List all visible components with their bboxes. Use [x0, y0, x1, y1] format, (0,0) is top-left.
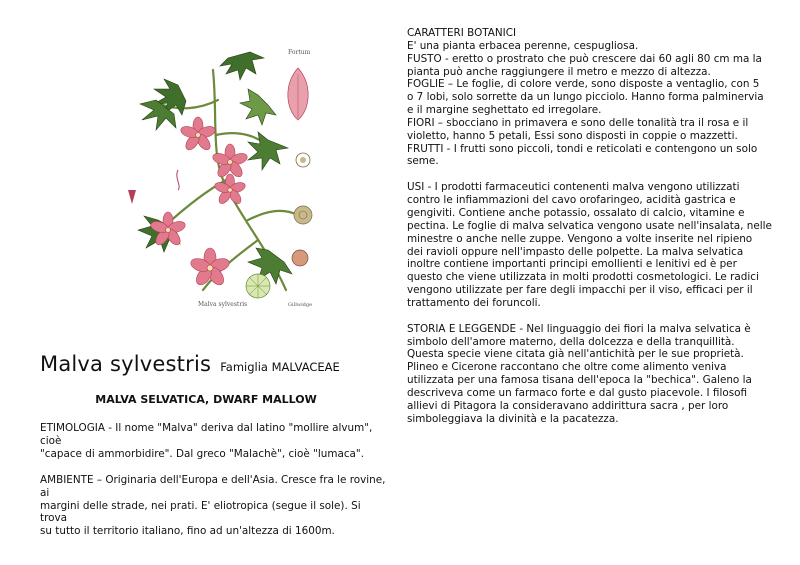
- etimologia-paragraph: [40, 422, 390, 461]
- illustration-caption-bottom: Malva sylvestris: [198, 301, 248, 308]
- text-line: simbolo dell'amore materno, della dolcezza e della tranquillità.: [407, 335, 735, 348]
- text-line: minestre o anche nelle zuppe. Vengono a volte inserite nel ripieno: [407, 232, 753, 245]
- text-line: USI - I prodotti farmaceutici contenenti malva vengono utilizzati: [407, 181, 740, 194]
- ambiente-paragraph: [40, 474, 390, 539]
- text-line: vengono utilizzate per fare degli impacchi per il viso, efficaci per il: [407, 284, 753, 297]
- text-line: FIORI – sbocciano in primavera e sono delle tonalità tra il rosa e il: [407, 116, 749, 129]
- text-line: CARATTERI BOTANICI: [407, 27, 517, 39]
- text-line: simboleggiava la divinità e la pacatezza.: [407, 412, 619, 425]
- text-line: su tutto il territorio italiano, fino ad un'altezza di 1600m.: [40, 525, 335, 538]
- storia-paragraph: [407, 323, 777, 426]
- text-line: seme.: [407, 155, 439, 168]
- text-line: violetto, hanno 5 petali, Essi sono disposti in coppie o mazzetti.: [407, 129, 738, 142]
- text-line: E' una pianta erbacea perenne, cespugliosa.: [407, 39, 639, 52]
- text-line: pianta può anche raggiungere il metro e mezzo di altezza.: [407, 65, 711, 78]
- text-line: utilizzata per una famosa tisana dell'epoca la "bechica". Galeno la: [407, 374, 752, 387]
- text-line: questo che viene utilizzata in molti prodotti cosmetologici. Le radici: [407, 271, 759, 284]
- text-line: FOGLIE – Le foglie, di colore verde, sono disposte a ventaglio, con 5: [407, 78, 760, 91]
- text-line: margini delle strade, nei prati. E' eliotropica (segue il sole). Si trova: [40, 499, 361, 525]
- text-line: Plineo e Cicerone raccontano che oltre come alimento veniva: [407, 361, 727, 374]
- malva-illustration: [118, 40, 330, 312]
- illustration-caption-top: Fortum: [288, 49, 311, 56]
- caratteri-paragraph: [407, 27, 777, 168]
- text-line: descriveva come un farmaco forte e dal gusto piacevole. I filosofi: [407, 386, 748, 399]
- text-line: AMBIENTE – Originaria dell'Europa e dell'Asia. Cresce fra le rovine, ai: [40, 473, 386, 499]
- title-row: [40, 352, 380, 376]
- common-names: MALVA SELVATICA, DWARF MALLOW: [95, 393, 317, 406]
- family-name: Famiglia MALVACEAE: [220, 360, 340, 374]
- text-line: Questa specie viene citata già nell'antichità per le sue proprietà.: [407, 348, 744, 361]
- text-line: "capace di ammorbidire". Dal greco "Malachè", cioè "lumaca".: [40, 447, 365, 460]
- text-line: STORIA E LEGGENDE - Nel linguaggio dei fiori la malva selvatica è: [407, 322, 751, 335]
- scientific-name: Malva sylvestris: [40, 352, 212, 376]
- text-line: e il margine seghettato ed irregolare.: [407, 104, 602, 117]
- usi-paragraph: [407, 181, 777, 309]
- text-line: FRUTTI - I frutti sono piccoli, tondi e reticolati e contengono un solo: [407, 142, 758, 155]
- text-line: dei ravioli oppure nell'impasto delle polpette. La malva selvatica: [407, 245, 744, 258]
- text-line: ETIMOLOGIA - Il nome "Malva" deriva dal latino "mollire alvum", cioè: [40, 422, 373, 447]
- left-column-text: [40, 422, 390, 551]
- text-line: o 7 lobi, solo sorrette da un lungo picciolo. Hanno forma palminervia: [407, 91, 764, 104]
- title-block: [40, 352, 380, 406]
- text-line: pectina. Le foglie di malva selvatica vengono usate nell'insalata, nelle: [407, 219, 772, 232]
- right-column-text: [407, 27, 777, 438]
- text-line: inoltre contiene importanti principi emollienti e lenitivi ed è per: [407, 258, 737, 271]
- text-line: allievi di Pitagora la consideravano addirittura sacra , per loro: [407, 399, 729, 412]
- text-line: trattamento dei foruncoli.: [407, 296, 541, 309]
- text-line: gengiviti. Contiene anche potassio, ossalato di calcio, vitamine e: [407, 206, 745, 219]
- illustration-caption-right: Gillwidge: [288, 302, 313, 308]
- text-line: FUSTO - eretto o prostrato che può crescere dai 60 agli 80 cm ma la: [407, 52, 762, 65]
- text-line: contro le infiammazioni del cavo orofaringeo, acidità gastrica e: [407, 194, 736, 207]
